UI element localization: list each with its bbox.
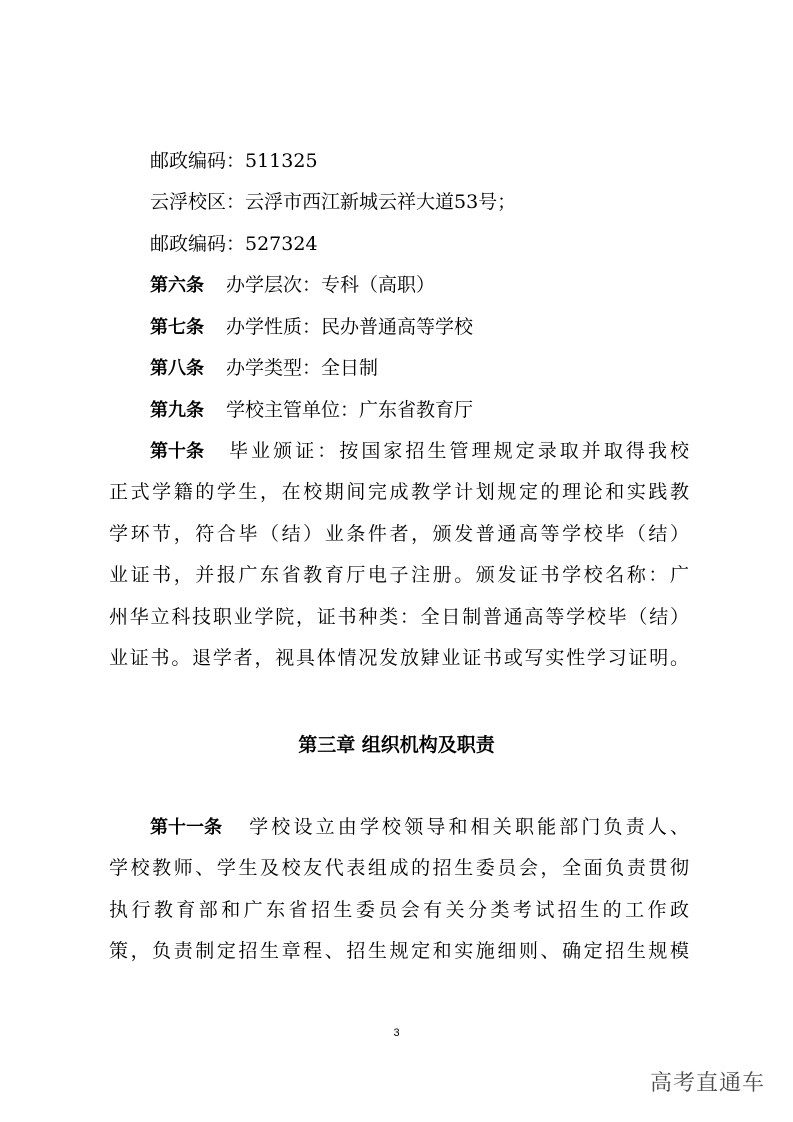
article-9: [150, 393, 689, 427]
article-8-text: 办学类型：全日制: [226, 357, 379, 379]
article-10-line-4: 业证书，并报广东省教育厅电子注册。颁发证书学校名称：广: [109, 564, 689, 586]
article-11-line-1: [150, 810, 689, 844]
article-11-line-4: 策，负责制定招生章程、招生规定和实施细则、确定招生规模: [109, 940, 689, 962]
article-10-label: 第十条: [150, 441, 204, 462]
article-9-text: 学校主管单位：广东省教育厅: [226, 399, 474, 421]
article-11-line-2: 学校教师、学生及校友代表组成的招生委员会，全面负责贯彻: [109, 857, 689, 879]
article-6-text: 办学层次：专科（高职）: [226, 274, 436, 296]
article-10-line-3: 学环节，符合毕（结）业条件者，颁发普通高等学校毕（结）: [109, 523, 689, 545]
article-6-label: 第六条: [150, 275, 204, 296]
postal-code-line-1: 邮政编码：511325: [150, 150, 318, 172]
article-10-line-2: 正式学籍的学生，在校期间完成教学计划规定的理论和实践教: [109, 481, 689, 503]
article-8: [150, 351, 689, 385]
yunfu-campus-line: 云浮校区：云浮市西江新城云祥大道53号；: [150, 191, 517, 213]
article-10-line-5: 州华立科技职业学院，证书种类：全日制普通高等学校毕（结）: [109, 606, 689, 628]
article-7-text: 办学性质：民办普通高等学校: [226, 316, 474, 338]
article-6: [150, 268, 689, 302]
article-8-label: 第八条: [150, 358, 204, 379]
article-11-text-1: 学校设立由学校领导和相关职能部门负责人、: [246, 816, 689, 838]
article-11-label: 第十一条: [150, 817, 222, 838]
article-7-label: 第七条: [150, 317, 204, 338]
article-11-line-3: 执行教育部和广东省招生委员会有关分类考试招生的工作政: [109, 899, 689, 921]
chapter-title: 第三章 组织机构及职责: [298, 734, 495, 756]
article-9-label: 第九条: [150, 400, 204, 421]
article-10-line-6: 业证书。退学者，视具体情况发放肄业证书或写实性学习证明。: [109, 647, 689, 669]
postal-code-line-2: 邮政编码：527324: [150, 233, 318, 255]
article-10-line-1: [150, 434, 689, 468]
watermark: 高考直通车: [649, 1071, 765, 1096]
article-10-text-1: 毕业颁证：按国家招生管理规定录取并取得我校: [226, 440, 689, 462]
article-7: [150, 310, 689, 344]
page-number: 3: [393, 1027, 400, 1039]
